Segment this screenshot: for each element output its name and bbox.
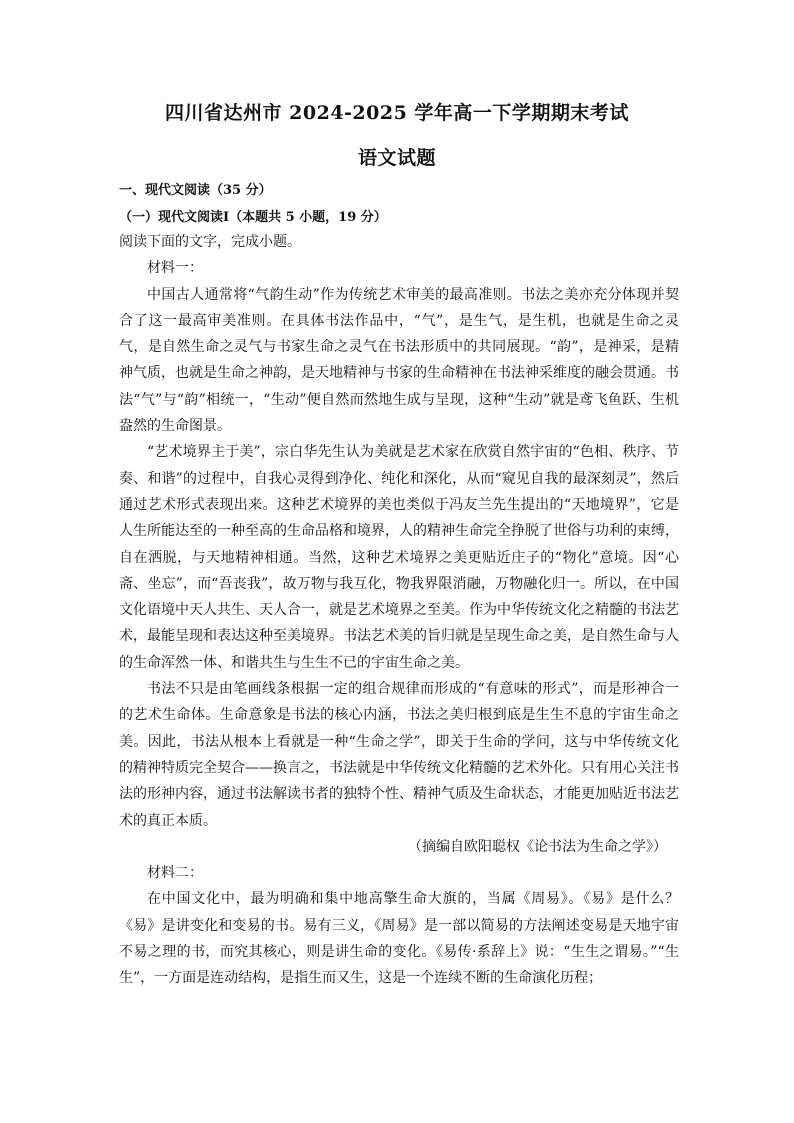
material1-paragraph: 中国古人通常将“气韵生动”作为传统艺术审美的最高准则。书法之美亦充分体现并契合了这一最高审美准则。在具体书法作品中，“气”，是生气，是生机，也就是生命之灵气，是自然生命之灵气与书家生命之灵气在书法形质中的共同展现。“韵”，是神采，是精神气质，也就是生命之神韵，是天地精神与书家的生命精神在书法神采维度的融会贯通。书法“气”与“韵”相统一，“生动”便自然而然地生成与呈现，这种“生动”就是鸢飞鱼跃、生机盎然的生命图景。 (119, 286, 679, 435)
document-subtitle: 语文试题 (357, 147, 436, 169)
material2-label: 材料二： (147, 865, 203, 882)
material2-paragraph: 在中国文化中，最为明确和集中地高擎生命大旗的，当属《周易》。《易》是什么？《易》是讲变化和变易的书。易有三义，《周易》是一部以简易的方法阐述变易是天地宇宙不易之理的书，而究其核心，则是讲生命的变化。《易传·系辞上》说：“生生之谓易。”“生生”，一方面是连动结构，是指生而又生，这是一个连续不断的生命演化历程； (119, 891, 679, 987)
subsection-heading: （一）现代文阅读Ⅰ（本题共 5 小题，19 分） (119, 210, 387, 225)
material1-paragraph: “艺术境界主于美”，宗白华先生认为美就是艺术家在欣赏自然宇宙的“色相、秩序、节奏、和谐”的过程中，自我心灵得到净化、纯化和深化，从而“窥见自我的最深刻灵”，然后通过艺术形式表现出来。这种艺术境界的美也类似于冯友兰先生提出的“天地境界”，它是人生所能达至的一种至高的生命品格和境界，人的精神生命完全挣脱了世俗与功利的束缚，自在洒脱，与天地精神相通。当然，这种艺术境界之美更贴近庄子的“物化”意境。因“心斋、坐忘”，而“吾丧我”，故万物与我互化，物我界限消融，万物融化归一。所以，在中国文化语境中天人共生、天人合一，就是艺术境界之至美。作为中华传统文化之精髓的书法艺术，最能呈现和表达这种至美境界。书法艺术美的旨归就是呈现生命之美，是自然生命与人的生命浑然一体、和谐共生与生生不已的宇宙生命之美。 (119, 444, 679, 671)
material1-source: （摘编自欧阳聪权《论书法为生命之学》） (408, 838, 667, 855)
reading-passage (119, 229, 679, 992)
material1-paragraph: 书法不只是由笔画线条根据一定的组合规律而形成的“有意味的形式”，而是形神合一的艺术生命体。生命意象是书法的核心内涵，书法之美归根到底是生生不息的宇宙生命之美。因此，书法从根本上看就是一种“生命之学”，即关于生命的学问，这与中华传统文化的精神特质完全契合——换言之，书法就是中华传统文化精髓的艺术外化。只有用心关注书法的形神内容，通过书法解读书者的独特个性、精神气质及生命状态，才能更加贴近书法艺术的真正本质。 (119, 681, 679, 829)
document-title: 四川省达州市 2024-2025 学年高一下学期期末考试 (165, 102, 629, 124)
section-heading: 一、现代文阅读（35 分） (119, 183, 272, 198)
instruction-text: 阅读下面的文字，完成小题。 (119, 234, 301, 250)
material1-label: 材料一： (147, 260, 203, 277)
